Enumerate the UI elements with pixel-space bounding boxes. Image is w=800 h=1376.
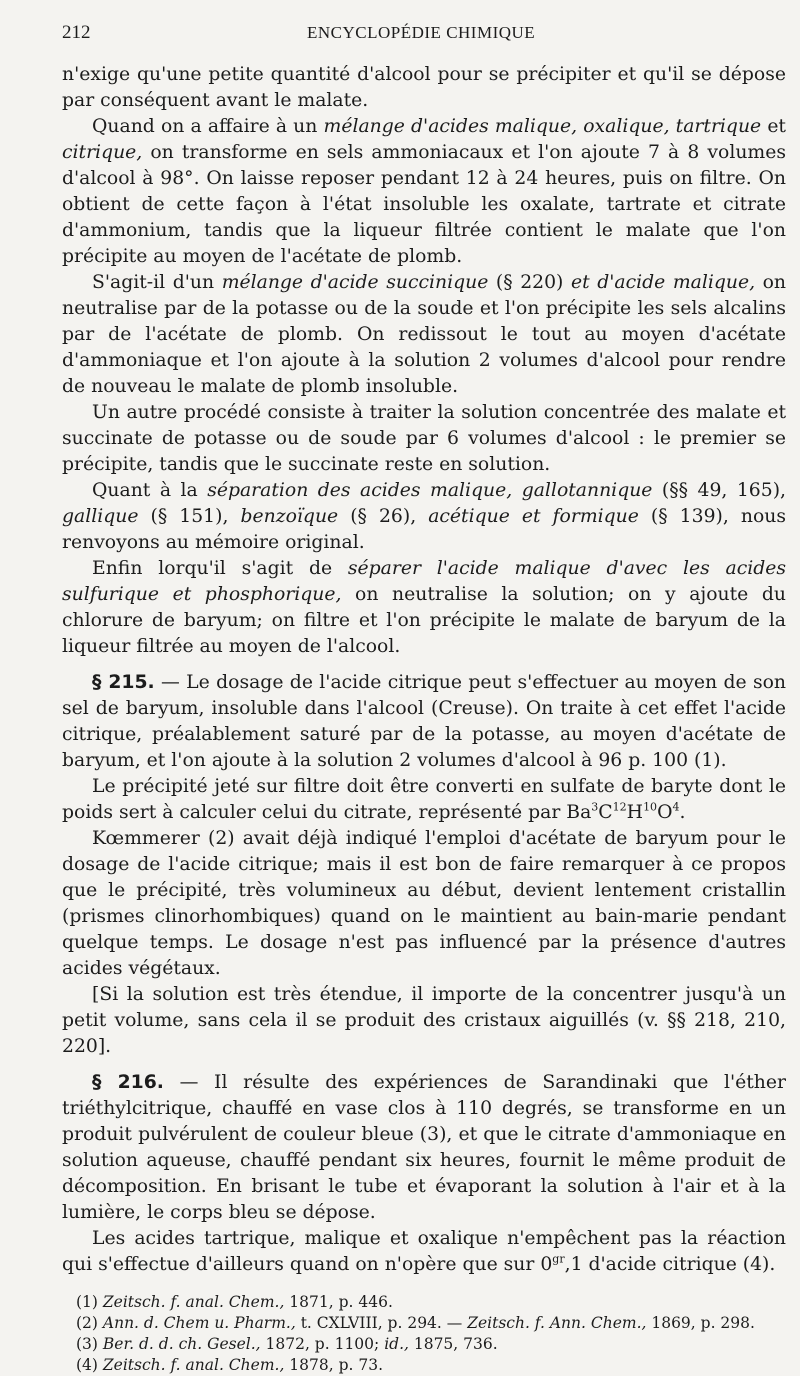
italic-run: id., [384, 1335, 409, 1353]
paragraph [62, 478, 786, 556]
superscript: gr [552, 1252, 565, 1266]
paragraph [62, 114, 786, 270]
text-run: (§ 220) [488, 272, 571, 293]
paragraph: [Si la solution est très étendue, il importe de la concentrer jusqu'à un petit volume, sans cela il se produit des cristaux aiguillés (v. §§ 218, 210, 220]. [62, 984, 786, 1057]
text-run: on transforme en sels ammoniacaux et l'on ajoute 7 à 8 volumes d'alcool à 98°. On laisse reposer pendant 12 à 24 heures, puis on filtre. On obtient de cette façon à l'état insoluble les oxalate, tartrate et citrate d'ammonium, tandis que la liqueur filtrée contient le malate que l'on précipite au moyen de l'acétate de plomb. [62, 142, 786, 267]
italic-run: Zeitsch. f. anal. Chem., [102, 1356, 285, 1374]
text-run: (§§ 49, 165), [652, 480, 786, 501]
superscript: 4 [672, 800, 680, 814]
footnote-number: (3) [76, 1335, 103, 1353]
text-run: (§ 26), [338, 506, 429, 527]
italic-run: benzoïque [240, 506, 339, 527]
text-run: Les acides tartrique, malique et oxalique n'empêchent pas la réaction qui s'effectue d'ailleurs quand on n'opère que sur 0 [62, 1228, 786, 1275]
footnote-number: (1) [76, 1293, 103, 1311]
footnotes [62, 1292, 786, 1376]
text-run: 1875, 736. [408, 1335, 498, 1353]
text-run: . [679, 802, 686, 823]
italic-run: et d'acide malique, [570, 272, 756, 293]
italic-run: acétique et formique [428, 506, 639, 527]
italic-run: gallique [62, 506, 139, 527]
italic-run: séparer l'acide malique d'avec les acides sulfurique et phosphorique, [62, 558, 787, 605]
text-run: Le précipité jeté sur filtre doit être converti en sulfate de baryte dont le poids sert à calculer celui du citrate, représenté par Ba [62, 776, 786, 823]
text-run: (§ 151), [138, 506, 241, 527]
paragraph: Un autre procédé consiste à traiter la solution concentrée des malate et succinate de potasse ou de soude par 6 volumes d'alcool : le premier se précipite, tandis que le succinate reste en solution. [62, 402, 786, 475]
paragraph [62, 1226, 786, 1278]
superscript: 10 [643, 800, 658, 814]
footnote-number: (4) [76, 1356, 103, 1374]
footnote [76, 1355, 786, 1376]
italic-run: séparation des acides malique, gallotannique [207, 480, 653, 501]
italic-run: Ann. d. Chem u. Pharm., [102, 1314, 296, 1332]
superscript: 12 [612, 800, 627, 814]
section-216 [62, 1070, 786, 1226]
paragraph [62, 774, 786, 826]
section-215 [62, 670, 786, 774]
italic-run: mélange d'acides malique, oxalique, tartrique [323, 116, 762, 137]
text-run: ,1 d'acide citrique (4). [564, 1254, 776, 1275]
footnote [76, 1292, 786, 1313]
text-run: H [626, 802, 644, 823]
footnote [76, 1334, 786, 1355]
text-run: S'agit-il d'un [92, 272, 222, 293]
text-run: on neutralise la solution; on y ajoute du chlorure de baryum; on filtre et l'on précipite le malate de baryum de la liqueur filtrée au moyen de l'alcool. [62, 584, 786, 657]
text-run: t. CXLVIII, p. 294. — [295, 1314, 468, 1332]
text-run: Enfin lorqu'il s'agit de [92, 558, 348, 579]
section-number: § 215. [92, 672, 155, 693]
text-run: O [657, 802, 673, 823]
running-head: ENCYCLOPÉDIE CHIMIQUE [307, 23, 536, 42]
italic-run: mélange d'acide succinique [221, 272, 489, 293]
paragraph [62, 270, 786, 400]
text-run: Quant à la [92, 480, 208, 501]
footnote [76, 1313, 786, 1334]
text-run: et [761, 116, 786, 137]
footnote-number: (2) [76, 1314, 103, 1332]
text-run: — Le dosage de l'acide citrique peut s'effectuer au moyen de son sel de baryum, insoluble dans l'alcool (Creuse). On traite à cet effet l'acide citrique, préalablement saturé par de la potasse, au moyen d'acétate de baryum, et l'on ajoute à la solution 2 volumes d'alcool à 96 p. 100 (1). [62, 672, 786, 771]
italic-run: Zeitsch. f. anal. Chem., [102, 1293, 285, 1311]
text-run: 1872, p. 1100; [260, 1335, 385, 1353]
italic-run: Zeitsch. f. Ann. Chem., [467, 1314, 647, 1332]
text-run: on neutralise par de la potasse ou de la soude et l'on précipite les sels alcalins par de l'acétate de plomb. On redissout le tout au moyen d'acétate d'ammoniaque et l'on ajoute à la solution 2 volumes d'alcool pour rendre de nouveau le malate de plomb insoluble. [62, 272, 787, 397]
italic-run: Ber. d. d. ch. Gesel., [102, 1335, 261, 1353]
superscript: 3 [591, 800, 599, 814]
text-run: 1878, p. 73. [284, 1356, 384, 1374]
text-run: Quand on a affaire à un [92, 116, 324, 137]
text-run: — Il résulte des expériences de Sarandinaki que l'éther triéthylcitrique, chauffé en vase clos à 110 degrés, se transforme en un produit pulvérulent de couleur bleue (3), et que le citrate d'ammoniaque en solution aqueuse, chauffé pendant six heures, fournit le même produit de décomposition. En brisant le tube et évaporant la solution à l'air et à la lumière, le corps bleu se dépose. [62, 1072, 786, 1223]
text-run: 1871, p. 446. [284, 1293, 393, 1311]
paragraph [62, 556, 786, 660]
paragraph: Kœmmerer (2) avait déjà indiqué l'emploi d'acétate de baryum pour le dosage de l'acide citrique; mais il est bon de faire remarquer à ce propos que le précipité, très volumineux au début, devient lentement cristallin (prismes clinorhombiques) quand on le maintient au bain-marie pendant quelque temps. Le dosage n'est pas influencé par la présence d'autres acides végétaux. [62, 828, 786, 979]
body-text [62, 62, 786, 1278]
paragraph: n'exige qu'une petite quantité d'alcool pour se précipiter et qu'il se dépose par conséquent avant le malate. [62, 64, 786, 111]
text-run: 1869, p. 298. [646, 1314, 755, 1332]
page-header [62, 22, 786, 52]
section-number: § 216. [92, 1072, 164, 1093]
text-run: C [598, 802, 613, 823]
page-number: 212 [62, 22, 91, 43]
text-run: (§ 139), nous renvoyons au mémoire original. [62, 506, 786, 553]
italic-run: citrique, [62, 142, 143, 163]
